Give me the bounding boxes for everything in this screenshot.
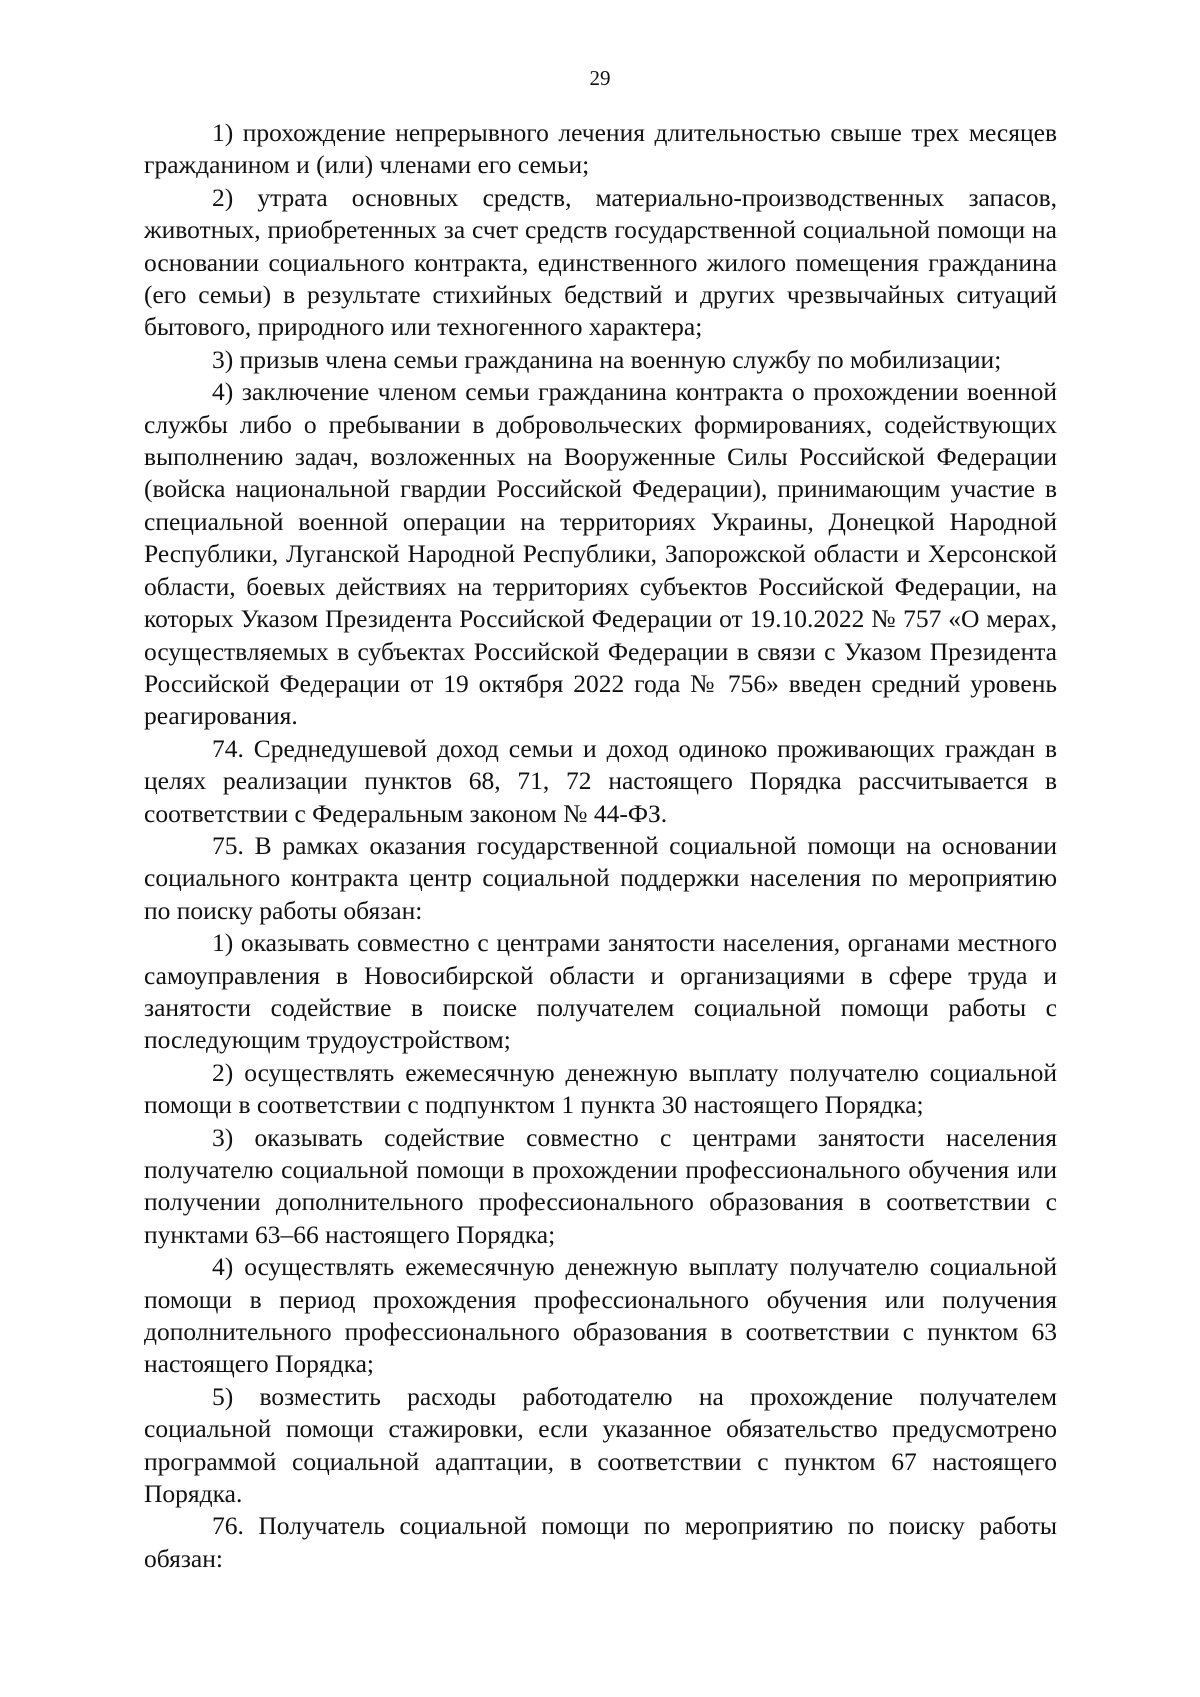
paragraph: 75. В рамках оказания государственной социальной помощи на основании социального контракта центр социальной поддержки населения по мероприятию по поиску работы обязан: — [144, 830, 1057, 925]
paragraph: 4) заключение членом семьи гражданина контракта о прохождении военной службы либо о пребывании в добровольческих формированиях, содействующих выполнению задач, возложенных на Вооруженные Силы Российской Федерации (войска национальной гвардии Российской Федерации), принимающим участие в специальной военной операции на территориях Украины, Донецкой Народной Республики, Луганской Народной Республики, Запорожской области и Херсонской области, боевых действиях на территориях субъектов Российской Федерации, на которых Указом Президента Российской Федерации от 19.10.2022 № 757 «О мерах, осуществляемых в субъектах Российской Федерации в связи с Указом Президента Российской Федерации от 19 октября 2022 года № 756» введен средний уровень реагирования. — [144, 377, 1057, 731]
paragraph: 5) возместить расходы работодателю на прохождение получателем социальной помощи стажировки, если указанное обязательство предусмотрено программой социальной адаптации, в соответствии с пунктом 67 настоящего Порядка. — [144, 1381, 1057, 1509]
paragraph: 4) осуществлять ежемесячную денежную выплату получателю социальной помощи в период прохождения профессионального обучения или получения дополнительного профессионального образования в соответствии с пунктом 63 настоящего Порядка; — [144, 1252, 1057, 1379]
document-body — [144, 117, 1057, 1575]
paragraph: 76. Получатель социальной помощи по мероприятию по поиску работы обязан: — [144, 1511, 1057, 1573]
page-number: 29 — [589, 66, 611, 90]
paragraph: 3) оказывать содействие совместно с центрами занятости населения получателю социальной помощи в прохождении профессионального обучения или получении дополнительного профессионального образования в соответствии с пунктами 63–66 настоящего Порядка; — [144, 1122, 1057, 1249]
paragraph: 2) осуществлять ежемесячную денежную выплату получателю социальной помощи в соответствии с подпунктом 1 пункта 30 настоящего Порядка; — [144, 1057, 1057, 1120]
paragraph: 1) оказывать совместно с центрами занятости населения, органами местного самоуправления в Новосибирской области и организациями в сфере труда и занятости содействие в поиске получателем социальной помощи работы с последующим трудоустройством; — [144, 928, 1057, 1055]
paragraph: 2) утрата основных средств, материально-производственных запасов, животных, приобретенных за счет средств государственной социальной помощи на основании социального контракта, единственного жилого помещения гражданина (его семьи) в результате стихийных бедствий и других чрезвычайных ситуаций бытового, природного или техногенного характера; — [144, 182, 1057, 342]
paragraph: 1) прохождение непрерывного лечения длительностью свыше трех месяцев гражданином и (или) членами его семьи; — [144, 118, 1057, 180]
paragraph: 74. Среднедушевой доход семьи и доход одиноко проживающих граждан в целях реализации пунктов 68, 71, 72 настоящего Порядка рассчитывается в соответствии с Федеральным законом № 44-ФЗ. — [144, 733, 1057, 828]
paragraph: 3) призыв члена семьи гражданина на военную службу по мобилизации; — [212, 344, 1002, 374]
